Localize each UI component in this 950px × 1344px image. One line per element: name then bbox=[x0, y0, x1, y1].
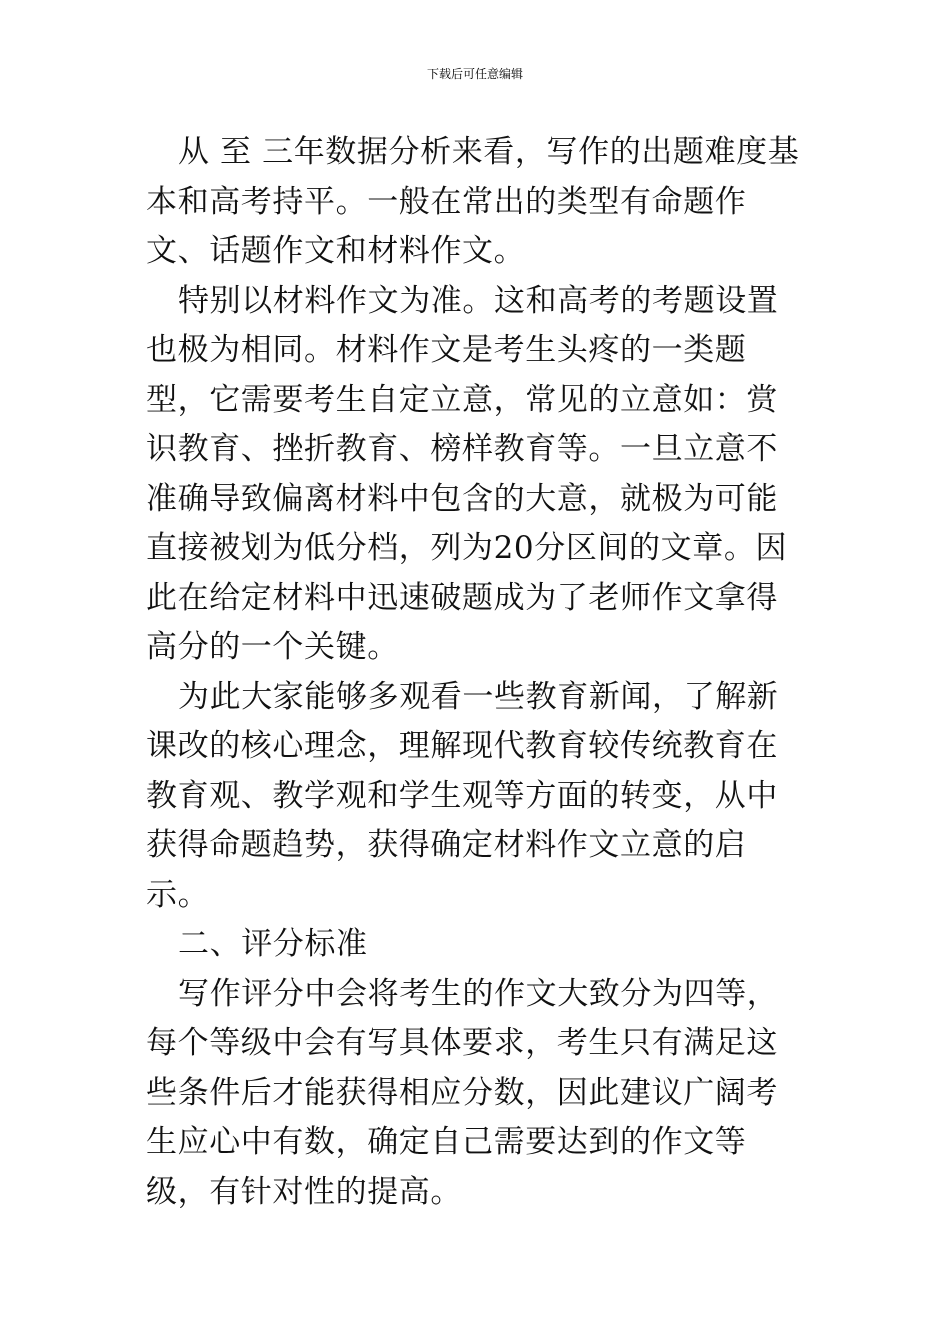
paragraph-scoring-levels: 写作评分中会将考生的作文大致分为四等，每个等级中会有写具体要求，考生只有满足这些条件后才能获得相应分数，因此建议广阔考生应心中有数，确定自己需要达到的作文等级，有针对性的提高。 bbox=[146, 975, 779, 1210]
page-header: 下载后可任意编辑 bbox=[426, 67, 523, 81]
paragraph-exam-difficulty: 从 至 三年数据分析来看，写作的出题难度基本和高考持平。一般在常出的类型有命题作文、话题作文和材料作文。 bbox=[146, 134, 800, 269]
paragraph-education-news: 为此大家能够多观看一些教育新闻，了解新课改的核心理念，理解现代教育较传统教育在教育观、教学观和学生观等方面的转变，从中获得命题趋势，获得确定材料作文立意的启示。 bbox=[146, 678, 779, 913]
paragraph-material-essay: 特别以材料作文为准。这和高考的考题设置也极为相同。材料作文是考生头疼的一类题型，它需要考生自定立意，常见的立意如：赏识教育、挫折教育、榜样教育等。一旦立意不准确导致偏离材料中包含的大意，就极为可能直接被划为低分档，列为20分区间的文章。因此在给定材料中迅速破题成为了老师作文拿得高分的一个关键。 bbox=[146, 282, 788, 665]
document-body bbox=[146, 128, 808, 1217]
section-heading-scoring: 二、评分标准 bbox=[178, 926, 368, 962]
